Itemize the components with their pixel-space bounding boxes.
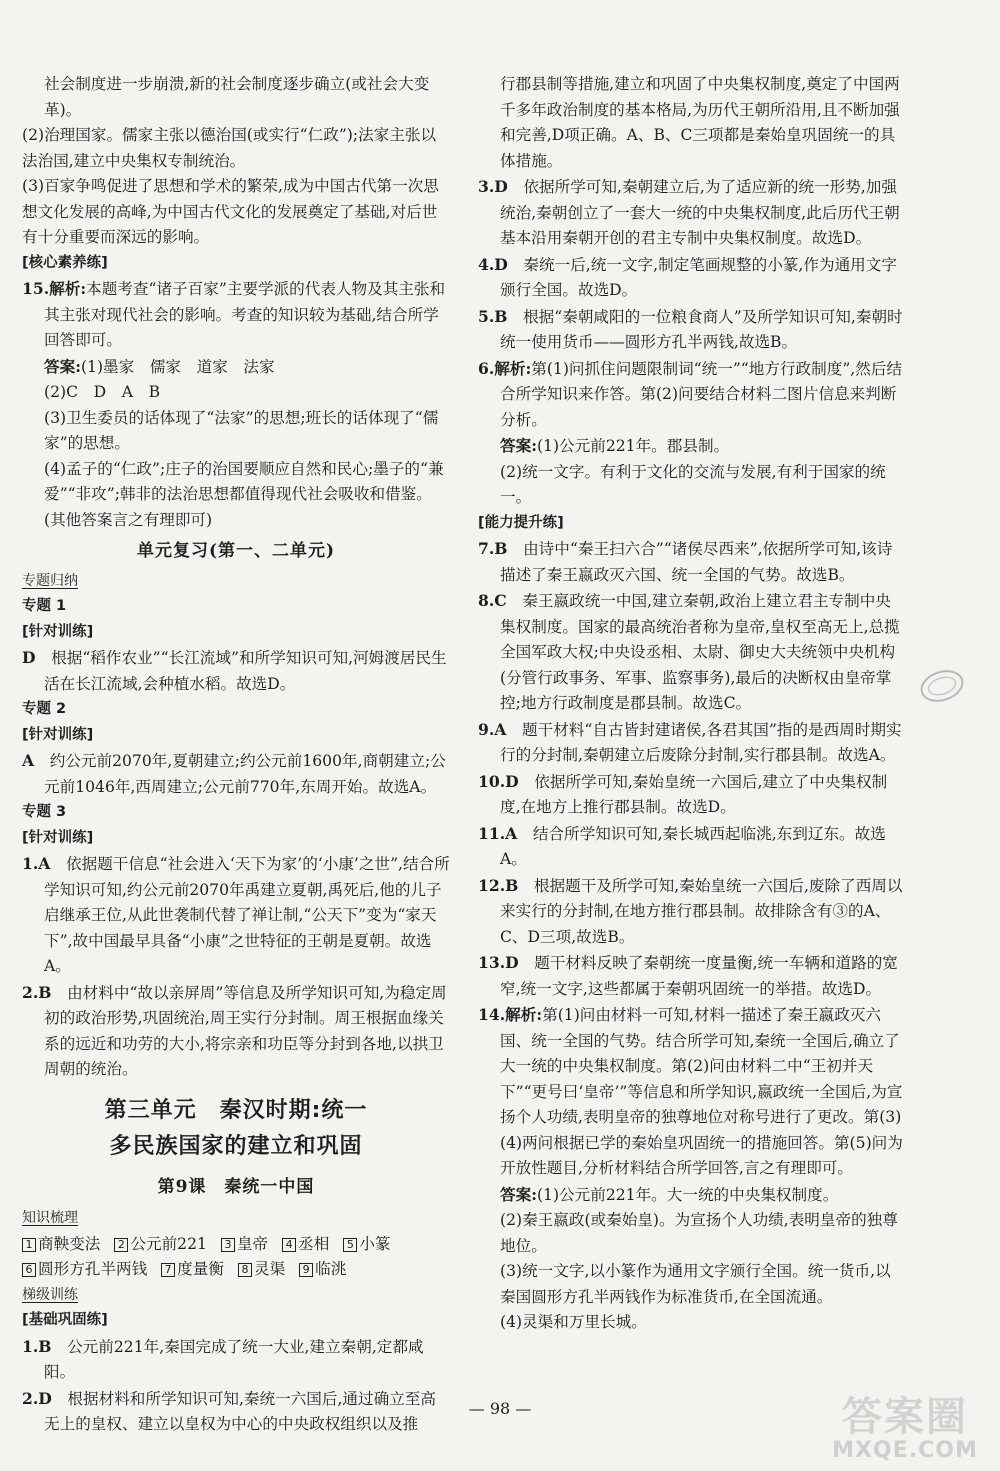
ability-improvement-label: [能力提升练]: [478, 514, 564, 531]
topic-3-heading: 专题 3: [22, 804, 67, 820]
core-literacy-label: [核心素养练]: [22, 254, 108, 271]
ability-q9: 9.A 题干材料“自古皆封建诸侯,各君其国”指的是西周时期实行的分封制,秦朝建立后废除分封制,实行郡县制。故选A。: [478, 719, 902, 764]
basic-q6-answer-2: (2)统一文字。有利于文化的交流与发展,有利于国家的统一。: [500, 462, 886, 506]
knowledge-point: 2 公元前221: [114, 1232, 207, 1258]
ability-q11: 11.A 结合所学知识可知,秦长城西起临洮,东到辽东。故选A。: [478, 823, 886, 868]
watermark-url: MXQE.COM: [832, 1438, 978, 1463]
ability-q14-answer-4: (4)灵渠和万里长城。: [500, 1313, 647, 1331]
right-column: [478, 72, 906, 1336]
q15-answer-1: 答案:(1)墨家 儒家 道家 法家: [44, 356, 275, 376]
basic-q6-answer-1: 答案:(1)公元前221年。郡县制。: [500, 436, 730, 455]
basic-q3: 3.D 依据所学可知,秦朝建立后,为了适应新的统一形势,加强统治,秦朝创立了一套大一统的中央集权制度,此后历代王朝基本沿用秦朝开创的君主专制中央集权制度。故选D。: [478, 177, 900, 247]
stamp-mark-icon: [918, 668, 966, 704]
intro-line-1: 社会制度进一步崩溃,新的社会制度逐步确立(或社会大变革)。: [44, 75, 430, 119]
targeted-training-label-3: [针对训练]: [22, 829, 94, 846]
watermark-logo: [820, 1395, 990, 1465]
topic-1-answer: D 根据“稻作农业”“长江流域”和所学知识可知,河姆渡居民生活在长江流域,会种植水稻。故选D。: [22, 648, 447, 693]
knowledge-summary-label: 知识梳理: [22, 1210, 78, 1226]
knowledge-points-row-2: [22, 1257, 450, 1283]
targeted-training-label-1: [针对训练]: [22, 623, 94, 640]
ability-q14-answer-3: (3)统一文字,以小篆作为通用文字颁行全国。统一货币,以秦国圆形方孔半两钱作为标准货币,在全国流通。: [500, 1262, 891, 1306]
ability-q7: 7.B 由诗中“秦王扫六合”“诸侯尽西来”,依据所学可知,该诗描述了秦王嬴政灭六国、统一全国的气势。故选B。: [478, 539, 893, 584]
basic-q5: 5.B 根据“秦朝咸阳的一位粮食商人”及所学知识可知,秦朝时统一使用货币——圆形方孔半两钱,故选B。: [478, 306, 903, 351]
watermark-text: 答案圈: [842, 1394, 968, 1440]
topic-1-heading: 专题 1: [22, 598, 67, 614]
knowledge-point: 5 小篆: [343, 1232, 390, 1258]
topic-2-heading: 专题 2: [22, 701, 67, 717]
unit-review-title: 单元复习(第一、二单元): [136, 541, 336, 561]
topic-3-q2: 2.B 由材料中“故以亲屏周”等信息及所学知识可知,为稳定周初的政治形势,巩固统治,周王实行分封制。周王根据血缘关系的远近和功劳的大小,将宗亲和功臣等分封到各地,以拱卫周朝的统治。: [22, 982, 447, 1078]
knowledge-point: 4 丞相: [282, 1232, 329, 1258]
topic-summary-label: 专题归纳: [22, 572, 78, 589]
ability-q14-analysis: 14.解析:第(1)问由材料一可知,材料一描述了秦王嬴政灭六国、统一全国的气势。结合所学可知,秦统一全国后,确立了大一统的中央集权制度。第(2)问由材料二中“王初并天下”“更号曰‘皇帝’”等信息和所学知识,嬴政统一全国后,为宣扬个人功绩,表明皇帝的独尊地位对称号进行了更改。第(3)(4)两问根据已学的秦始皇巩固统一的措施回答。第(5)问为开放性题目,分析材料结合所学回答,言之有理即可。: [478, 1005, 903, 1177]
ability-q12: 12.B 根据题干及所学可知,秦始皇统一六国后,废除了西周以来实行的分封制,在地方推行郡县制。故排除含有③的A、C、D三项,故选B。: [478, 875, 903, 946]
knowledge-points-row-1: [22, 1232, 450, 1258]
ability-q14-answer-2: (2)秦王嬴政(或秦始皇)。为宣扬个人功绩,表明皇帝的独尊地位。: [500, 1211, 898, 1255]
lesson-9-title: 第9课 秦统一中国: [157, 1176, 315, 1197]
basic-q2: 2.D 根据材料和所学知识可知,秦统一六国后,通过确立至高无上的皇权、建立以皇权为中心的中央政权组织以及推: [22, 1388, 436, 1433]
ability-q8: 8.C 秦王嬴政统一中国,建立秦朝,政治上建立君主专制中央集权制度。国家的最高统治者称为皇帝,皇权至高无上,总揽全国军政大权;中央设丞相、太尉、御史大夫统领中央机构(分管行政事务、军事、监察事务),最后的决断权由皇帝掌控;地方行政制度是郡县制。故选C。: [478, 591, 900, 712]
knowledge-point: 7 度量衡: [161, 1257, 224, 1283]
knowledge-point: 6 圆形方孔半两钱: [22, 1257, 147, 1283]
q2-continuation: 行郡县制等措施,建立和巩固了中央集权制度,奠定了中国两千多年政治制度的基本格局,为历代王朝所沿用,且不断加强和完善,D项正确。A、B、C三项都是秦始皇巩固统一的具体措施。: [500, 75, 900, 170]
ability-q10: 10.D 依据所学可知,秦始皇统一六国后,建立了中央集权制度,在地方上推行郡县制。故选D。: [478, 771, 888, 816]
q15-analysis: 15.解析:本题考查“诸子百家”主要学派的代表人物及其主张和其主张对现代社会的影响。考查的知识较为基础,结合所学回答即可。: [22, 279, 446, 349]
q15-answer-2: (2)C D A B: [44, 383, 161, 401]
ability-q14-answer-1: 答案:(1)公元前221年。大一统的中央集权制度。: [500, 1184, 839, 1204]
knowledge-point: 8 灵渠: [238, 1257, 285, 1283]
targeted-training-label-2: [针对训练]: [22, 726, 94, 743]
basic-q4: 4.D 秦统一后,统一文字,制定笔画规整的小篆,作为通用文字颁行全国。故选D。: [478, 254, 897, 299]
intro-line-2: (2)治理国家。儒家主张以德治国(或实行“仁政”);法家主张以法治国,建立中央集权专制统治。: [22, 126, 437, 170]
unit-3-title-line-2: 多民族国家的建立和巩固: [109, 1133, 363, 1159]
basic-consolidation-label: [基础巩固练]: [22, 1312, 108, 1328]
q15-answer-3: (3)卫生委员的话体现了“法家”的思想;班长的话体现了“儒家”的思想。: [44, 408, 439, 452]
knowledge-point: 3 皇帝: [221, 1232, 268, 1258]
page-number: — 98 —: [468, 1399, 532, 1418]
unit-3-title-line-1: 第三单元 秦汉时期:统一: [104, 1097, 368, 1123]
q15-answer-4: (4)孟子的“仁政”;庄子的治国要顺应自然和民心;墨子的“兼爱”“非攻”;韩非的法治思想都值得现代社会吸收和借鉴。(其他答案言之有理即可): [44, 459, 444, 529]
basic-q6-analysis: 6.解析:第(1)问抓住问题限制词“统一”“地方行政制度”,然后结合所学知识来作答。第(2)问要结合材料二图片信息来判断分析。: [478, 358, 903, 429]
basic-q1: 1.B 公元前221年,秦国完成了统一大业,建立秦朝,定都咸阳。: [22, 1336, 424, 1381]
intro-line-3: (3)百家争鸣促进了思想和学术的繁荣,成为中国古代第一次思想文化发展的高峰,为中国古代文化的发展奠定了基础,对后世有十分重要而深远的影响。: [22, 177, 439, 246]
topic-3-q1: 1.A 依据题干信息“社会进入‘天下为家’的‘小康’之世”,结合所学知识可知,约公元前2070年禹建立夏朝,禹死后,他的儿子启继承王位,从此世袭制代替了禅让制,“公天下”变为“家天下”,故中国最早具备“小康”之世特征的王朝是夏朝。故选A。: [22, 854, 450, 975]
left-column: [22, 72, 450, 1438]
knowledge-point: 9 临洮: [299, 1257, 346, 1283]
ability-q13: 13.D 题干材料反映了秦朝统一度量衡,统一车辆和道路的宽窄,统一文字,这些都属于秦朝巩固统一的举措。故选D。: [478, 953, 898, 998]
topic-2-answer: A 约公元前2070年,夏朝建立;约公元前1600年,商朝建立;公元前1046年,西周建立;公元前770年,东周开始。故选A。: [22, 751, 446, 796]
knowledge-point: 1 商鞅变法: [22, 1232, 100, 1258]
ladder-training-label: 梯级训练: [22, 1286, 78, 1303]
